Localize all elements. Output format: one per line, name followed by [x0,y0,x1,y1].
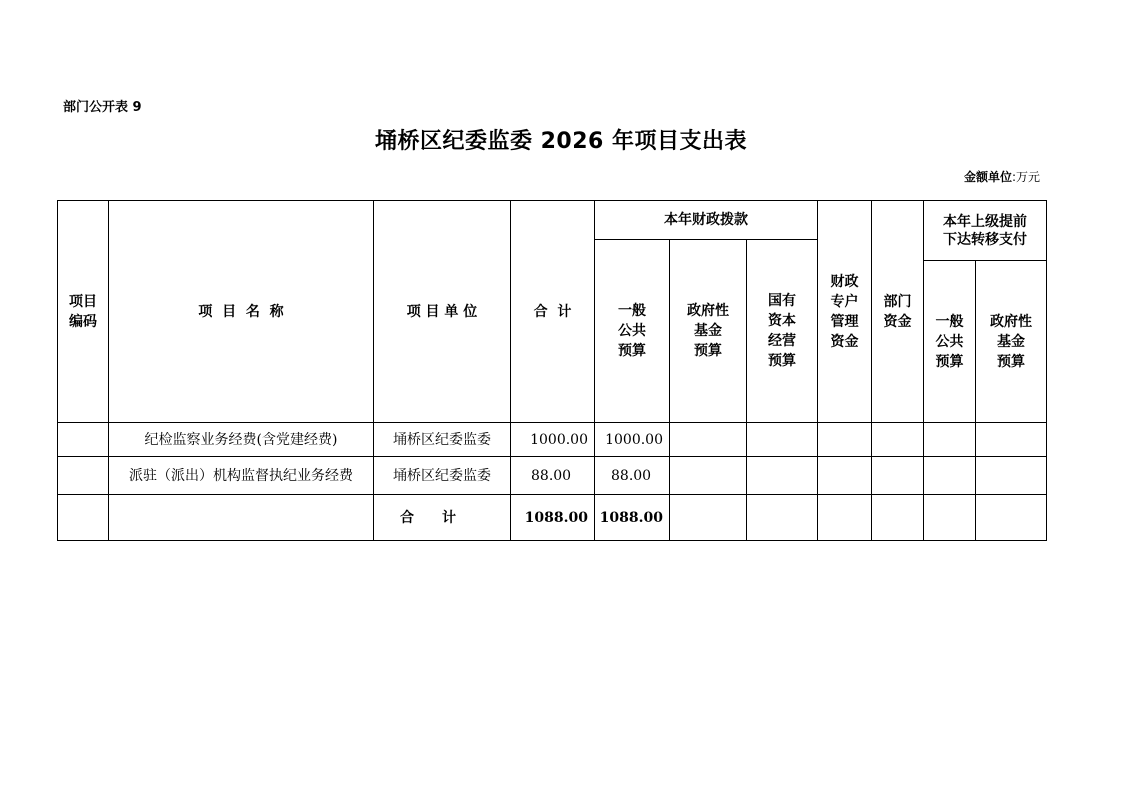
summary-row [58,495,1047,541]
header-government-fund-budget: 政府性 基金 预算 [670,240,747,423]
project-expenditure-table [57,200,1047,541]
header-superior-transfer: 本年上级提前 下达转移支付 [924,201,1047,261]
header-state-capital-budget: 国有 资本 经营 预算 [747,240,818,423]
amount-unit-label: 金额单位 [963,170,1012,184]
summary-total: 1088.00 [511,495,595,541]
row-state-capital [747,423,818,457]
table-row [58,457,1047,495]
summary-sup-gov-fund [976,495,1047,541]
header-fiscal-special-account: 财政 专户 管理 资金 [818,201,872,423]
table-row [58,423,1047,457]
header-general-public-budget: 一般 公共 预算 [595,240,670,423]
header-superior-general-public-budget: 一般 公共 预算 [924,261,976,423]
summary-gov-fund [670,495,747,541]
row-project-name: 纪检监察业务经费(含党建经费) [109,423,374,457]
row-total: 88.00 [511,457,595,495]
header-project-code: 项目 编码 [58,201,109,423]
summary-state-capital [747,495,818,541]
header-superior-government-fund-budget: 政府性 基金 预算 [976,261,1047,423]
row-fiscal-special [818,457,872,495]
summary-name [109,495,374,541]
row-sup-general [924,423,976,457]
summary-sup-general [924,495,976,541]
row-general-budget: 88.00 [595,457,670,495]
row-fiscal-special [818,423,872,457]
row-code [58,423,109,457]
row-dept-fund [872,423,924,457]
summary-general-budget: 1088.00 [595,495,670,541]
row-dept-fund [872,457,924,495]
amount-unit-value: :万元 [1011,170,1040,184]
row-state-capital [747,457,818,495]
row-general-budget: 1000.00 [595,423,670,457]
header-total: 合 计 [511,201,595,423]
summary-dept-fund [872,495,924,541]
row-total: 1000.00 [511,423,595,457]
header-fiscal-appropriation: 本年财政拨款 [595,201,818,240]
row-gov-fund [670,423,747,457]
header-department-funds: 部门 资金 [872,201,924,423]
header-project-unit: 项 目 单 位 [374,201,511,423]
row-sup-gov-fund [976,423,1047,457]
row-gov-fund [670,457,747,495]
header-project-name: 项 目 名 称 [109,201,374,423]
amount-unit [964,168,1040,185]
row-project-name: 派驻（派出）机构监督执纪业务经费 [109,457,374,495]
page-title: 埇桥区纪委监委 2026 年项目支出表 [374,129,748,154]
row-sup-general [924,457,976,495]
document-label: 部门公开表 9 [63,100,142,115]
row-project-unit: 埇桥区纪委监委 [374,423,511,457]
summary-fiscal-special [818,495,872,541]
row-sup-gov-fund [976,457,1047,495]
row-project-unit: 埇桥区纪委监委 [374,457,511,495]
summary-label: 合计 [374,495,511,541]
row-code [58,457,109,495]
summary-code [58,495,109,541]
